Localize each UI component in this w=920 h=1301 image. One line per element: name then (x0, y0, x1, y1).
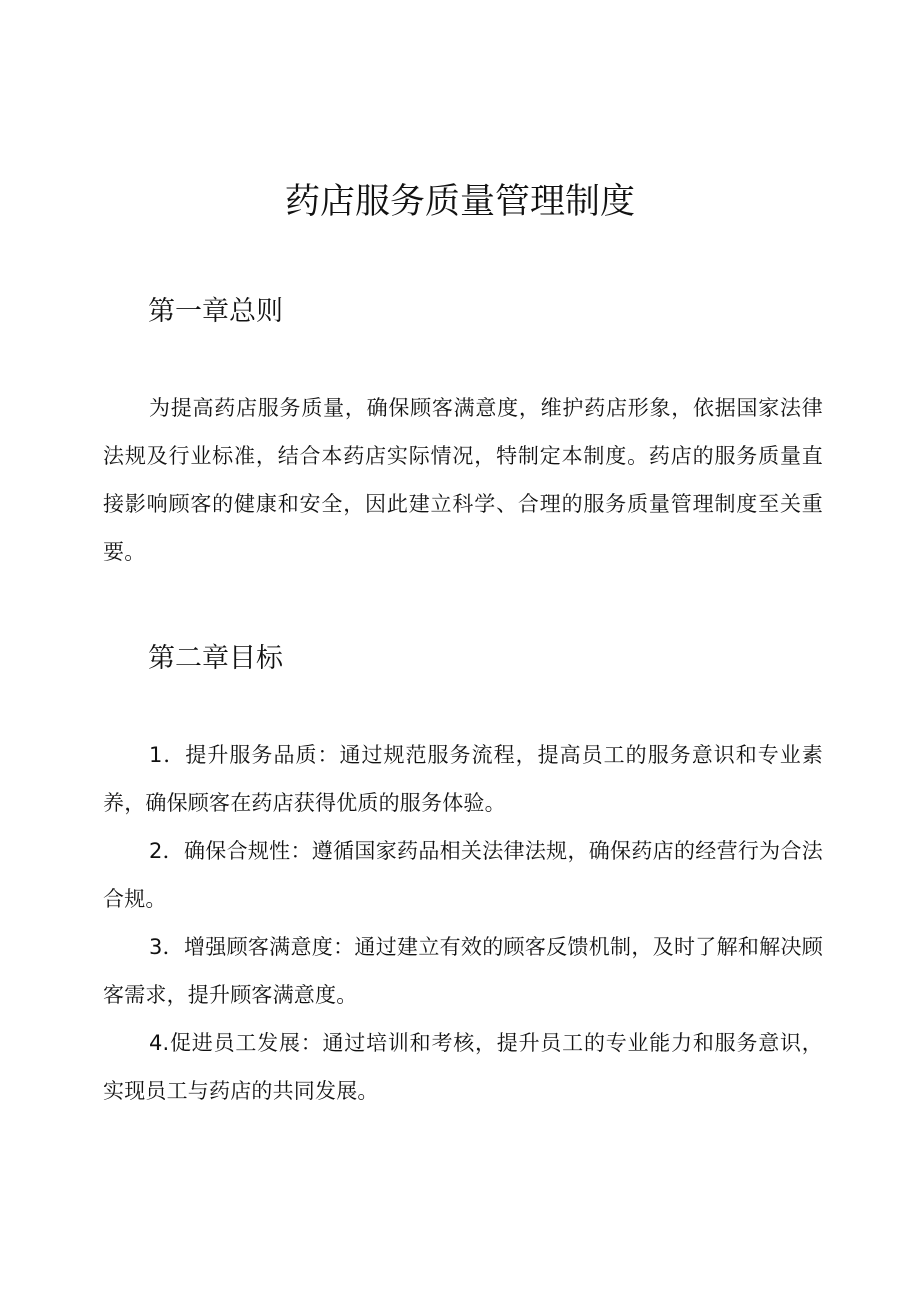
chapter-1-heading: 第一章总则 (148, 296, 283, 327)
goal-item-3: 3．增强顾客满意度：通过建立有效的顾客反馈机制，及时了解和解决顾客需求，提升顾客满意度。 (103, 935, 823, 1007)
goal-item-4: 4.促进员工发展：通过培训和考核，提升员工的专业能力和服务意识，实现员工与药店的共同发展。 (103, 1031, 823, 1103)
document-title: 药店服务质量管理制度 (284, 182, 635, 222)
chapter-2-heading: 第二章目标 (148, 643, 283, 674)
goal-item-2: 2．确保合规性：遵循国家药品相关法律法规，确保药店的经营行为合法合规。 (103, 839, 823, 911)
chapter-1-paragraph: 为提高药店服务质量，确保顾客满意度，维护药店形象，依据国家法律法规及行业标准，结合本药店实际情况，特制定本制度。药店的服务质量直接影响顾客的健康和安全，因此建立科学、合理的服务质量管理制度至关重要。 (103, 396, 823, 564)
goal-item-1: 1．提升服务品质：通过规范服务流程，提高员工的服务意识和专业素养，确保顾客在药店获得优质的服务体验。 (103, 743, 823, 815)
